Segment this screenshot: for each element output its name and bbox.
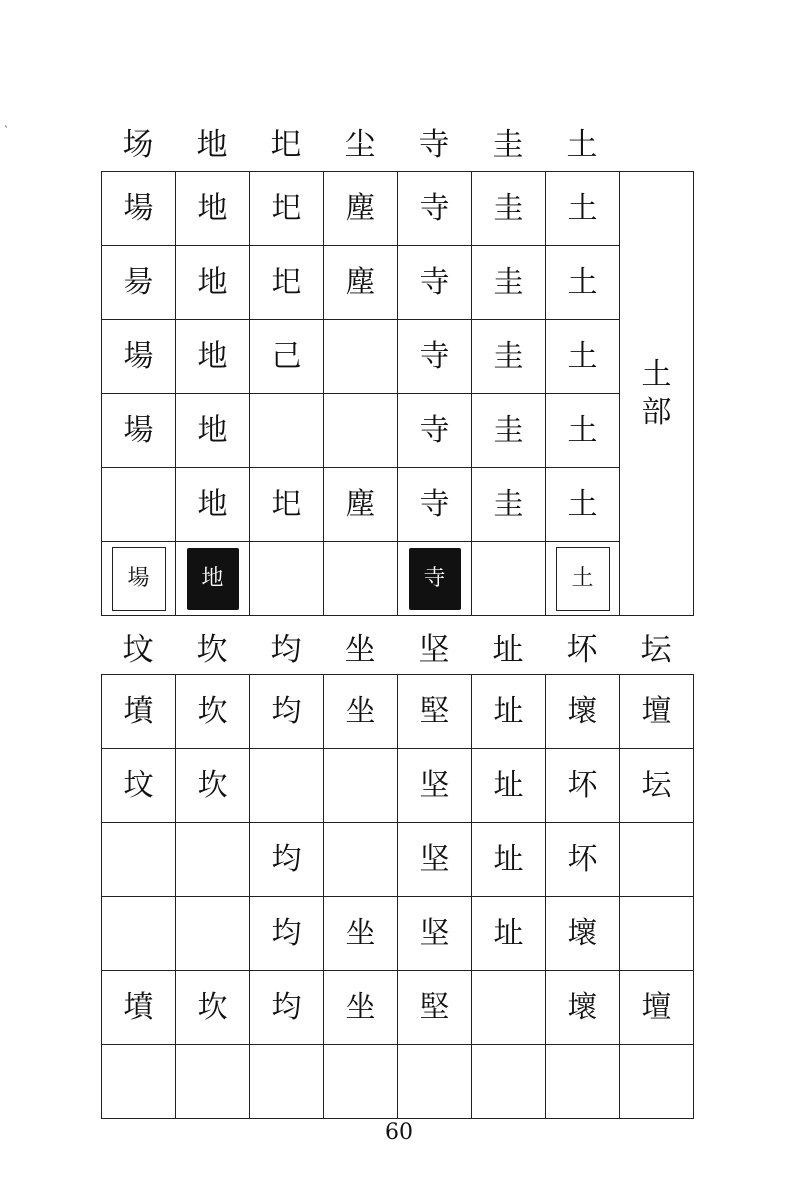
glyph-cell: 塵 [324,172,398,246]
glyph-cell: 圭 [472,468,546,542]
glyph-cell: 地 [176,468,250,542]
glyph-cell [472,542,546,616]
section-label-char: 土 [641,356,672,392]
glyph-cell: 坐 [324,971,398,1045]
header-char: 坎 [196,631,228,668]
glyph-cell: 墳 [102,971,176,1045]
glyph-cell: 寺 [398,394,472,468]
glyph-cell: 土 [546,468,620,542]
glyph-cell [324,394,398,468]
glyph-cell: 址 [472,823,546,897]
glyph-cell: 圭 [472,320,546,394]
glyph-cell [250,394,324,468]
glyph-cell [546,1045,620,1119]
glyph-cell [250,749,324,823]
glyph-cell: 圯 [250,468,324,542]
glyph-cell: 均 [250,971,324,1045]
header-char: 坐 [344,631,376,668]
glyph-cell: 坟 [102,749,176,823]
glyph-cell: 址 [472,897,546,971]
glyph-cell: 坏 [546,823,620,897]
glyph-cell [102,468,176,542]
glyph-cell: 壇 [620,675,694,749]
glyph-cell: 坚 [398,897,472,971]
header-char: 坏 [566,631,598,668]
bottom-column-headers [101,627,693,673]
glyph-cell: 均 [250,897,324,971]
table-row [102,394,694,468]
header-char: 均 [270,631,302,668]
glyph-cell: 場 [102,320,176,394]
glyph-cell: 壞 [546,897,620,971]
table-row [102,542,694,616]
bottom-glyph-table [101,674,694,1119]
table-row [102,675,694,749]
glyph-cell: 坚 [398,823,472,897]
top-column-headers [101,122,693,168]
glyph-cell: 己 [250,320,324,394]
glyph-cell: 圯 [250,246,324,320]
glyph-cell: 塵 [324,468,398,542]
section-label [620,172,694,616]
glyph-cell: 圯 [250,172,324,246]
glyph-cell: 地 [176,394,250,468]
glyph-cell [250,542,324,616]
table-row [102,823,694,897]
header-char: 坛 [640,631,672,668]
glyph-cell: 圭 [472,246,546,320]
glyph-cell [176,823,250,897]
glyph-cell: 寺 [398,320,472,394]
glyph-cell [620,897,694,971]
glyph-cell [398,1045,472,1119]
header-char: 圯 [270,126,302,163]
header-char: 址 [492,631,524,668]
glyph-cell: 坎 [176,749,250,823]
glyph-cell: 地 [176,246,250,320]
glyph-cell: 寺 [398,246,472,320]
glyph-cell: 堅 [398,971,472,1045]
glyph-cell [176,897,250,971]
glyph-cell: 壇 [620,971,694,1045]
glyph-cell: 壞 [546,971,620,1045]
glyph-cell: 土 [546,172,620,246]
glyph-cell: 坏 [546,749,620,823]
glyph-cell: 圭 [472,172,546,246]
glyph-cell [176,1045,250,1119]
glyph-cell: 坐 [324,897,398,971]
glyph-cell [472,971,546,1045]
glyph-cell: 寺 [398,172,472,246]
glyph-cell [324,823,398,897]
glyph-cell: 堅 [398,675,472,749]
glyph-cell: 圭 [472,394,546,468]
seal-stamp: 土 [556,547,610,611]
glyph-cell: 坚 [398,749,472,823]
glyph-cell: 址 [472,675,546,749]
header-char: 尘 [344,126,376,163]
glyph-cell: 昜 [102,246,176,320]
header-char: 土 [566,126,598,163]
glyph-cell [102,542,176,616]
glyph-cell [102,897,176,971]
glyph-cell: 寺 [398,468,472,542]
header-char: 坚 [418,631,450,668]
glyph-cell [398,542,472,616]
glyph-cell [324,1045,398,1119]
glyph-cell [102,823,176,897]
glyph-cell [176,542,250,616]
glyph-cell: 坎 [176,675,250,749]
header-char: 地 [196,126,228,163]
glyph-cell [250,1045,324,1119]
header-char: 坟 [122,631,154,668]
glyph-cell [546,542,620,616]
header-char: 场 [122,126,154,163]
glyph-cell [620,1045,694,1119]
page-number: 60 [385,1120,413,1145]
header-char: 圭 [492,126,524,163]
glyph-cell: 坎 [176,971,250,1045]
glyph-cell: 地 [176,172,250,246]
glyph-cell: 坛 [620,749,694,823]
glyph-cell [102,1045,176,1119]
glyph-cell: 場 [102,172,176,246]
margin-mark: ` [4,126,9,137]
glyph-cell: 均 [250,823,324,897]
table-row [102,172,694,246]
glyph-cell: 土 [546,320,620,394]
seal-stamp: 地 [187,548,239,610]
table-row [102,971,694,1045]
glyph-cell [472,1045,546,1119]
glyph-cell: 場 [102,394,176,468]
glyph-cell: 均 [250,675,324,749]
glyph-cell: 坐 [324,675,398,749]
seal-stamp: 場 [112,547,166,611]
table-row [102,1045,694,1119]
glyph-cell: 地 [176,320,250,394]
glyph-cell [324,542,398,616]
glyph-cell [324,320,398,394]
section-label-char: 部 [641,394,672,430]
header-char: 寺 [418,126,450,163]
glyph-cell: 塵 [324,246,398,320]
table-row [102,320,694,394]
glyph-cell [324,749,398,823]
table-row [102,246,694,320]
top-glyph-table [101,171,694,616]
glyph-cell: 墳 [102,675,176,749]
glyph-cell: 土 [546,394,620,468]
seal-stamp: 寺 [409,548,461,610]
glyph-cell: 土 [546,246,620,320]
table-row [102,749,694,823]
glyph-cell: 址 [472,749,546,823]
table-row [102,897,694,971]
table-row [102,468,694,542]
glyph-cell: 壞 [546,675,620,749]
glyph-cell [620,823,694,897]
